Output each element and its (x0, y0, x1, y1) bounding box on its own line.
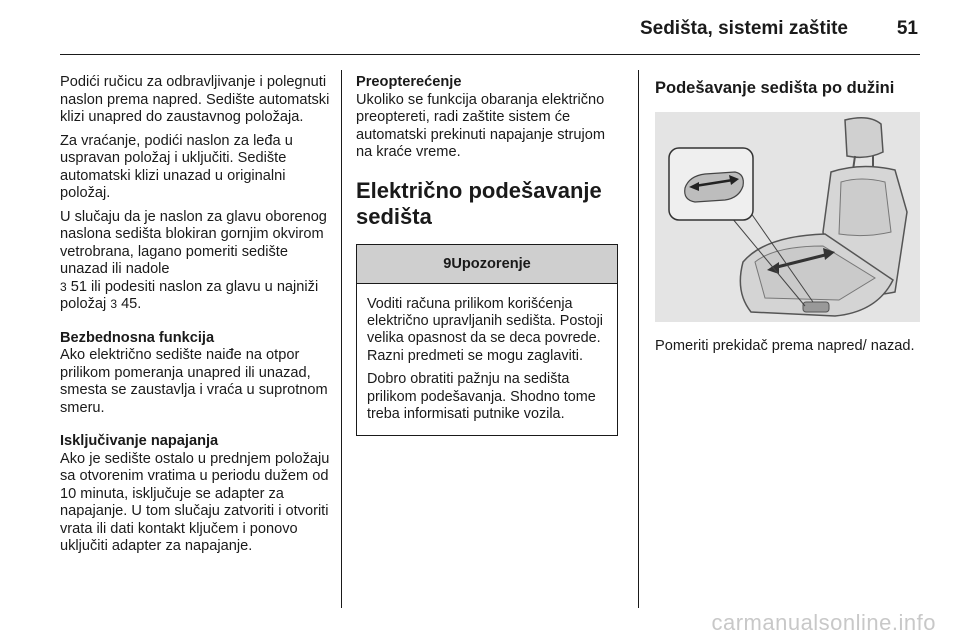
page-reference-text[interactable]: 51 ili podesiti naslon za glavu u najniži položaj (60, 278, 319, 312)
page-reference-icon: 3 (110, 297, 117, 311)
column-divider (341, 70, 342, 608)
warning-body (357, 284, 617, 436)
page-header (60, 0, 920, 55)
warning-title: Upozorenje (451, 255, 531, 272)
paragraph: Podići ručicu za odbravljivanje i polegnuti naslon prema napred. Sedište automatski klizi unapred do zaustavnog položaja. (60, 74, 330, 125)
seat-drawing (655, 112, 920, 322)
column-left (60, 74, 330, 562)
paragraph-text: U slučaju da je naslon za glavu oborenog naslona sedišta blokiran gornjim okvirom vetrobrana, lagano pomeriti sedište unazad ili nadole (60, 208, 327, 277)
warning-paragraph: Voditi računa prilikom korišćenja električno upravljanih sedišta. Postoji velika opasnost da se deca povrede. Razni predmeti se mogu zaglaviti. (367, 295, 603, 364)
paragraph: Za vraćanje, podići naslon za leđa u uspravan položaj i uključiti. Sedište automatski klizi unazad u originalni položaj. (60, 132, 293, 201)
topic-title: Podešavanje sedišta po dužini (655, 79, 895, 97)
caption: Pomeriti prekidač prema napred/ nazad. (655, 338, 915, 354)
page-reference-text[interactable]: 45. (121, 296, 142, 312)
warning-box (356, 244, 618, 437)
paragraph: Ukoliko se funkcija obaranja električno preoptereti, radi zaštite sistem će automatski prekinuti napajanje strujom na kraće vreme. (356, 91, 606, 160)
column-middle (356, 74, 616, 436)
paragraph (60, 209, 330, 314)
section-title: Električno podešavanje sedišta (356, 177, 602, 229)
warning-icon: 9 (443, 255, 452, 272)
column-right (655, 74, 920, 362)
subheading-power: Isključivanje napajanja (60, 433, 219, 449)
subheading-safety: Bezbednosna funkcija (60, 329, 215, 346)
page-reference-icon: 3 (60, 279, 67, 294)
warning-paragraph: Dobro obratiti pažnju na sedišta prilikom podešavanja. Shodno tome treba informisati putnike vozila. (367, 371, 596, 422)
subheading-overload: Preopterećenje (356, 74, 462, 90)
page-number: 51 (896, 18, 918, 39)
watermark: carmanualsonline.info (711, 610, 936, 635)
seat-illustration (655, 112, 920, 322)
warning-header (357, 245, 617, 284)
column-divider (638, 70, 639, 608)
header-title: Sedišta, sistemi zaštite (639, 18, 848, 39)
paragraph: Ako električno sedište naiđe na otpor prilikom pomeranja unapred ili unazad, smesta se zaustavlja i vraća u suprotnom smeru. (60, 347, 328, 416)
paragraph: Ako je sedište ostalo u prednjem položaju sa otvorenim vratima u periodu dužem od 10 minuta, isključuje se adapter za napajanje. U tom slučaju zatvoriti i otvoriti vrata ili dati kontakt ključem i ponovo uključiti adapter za napajanje. (60, 450, 330, 554)
